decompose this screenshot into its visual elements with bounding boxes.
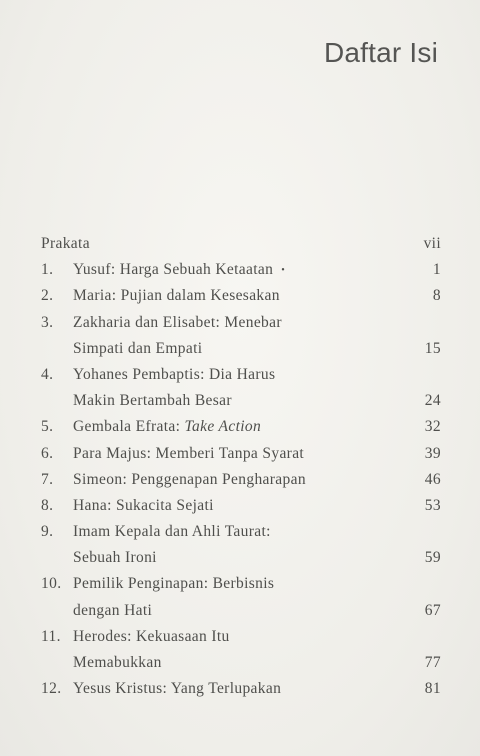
toc-entry-title: Zakharia dan Elisabet: Menebar — [73, 313, 282, 331]
toc-page-number: 39 — [424, 444, 441, 462]
toc-entry-title-text: Yusuf: Harga Sebuah Ketaatan — [73, 261, 274, 279]
toc-entry-1 — [41, 257, 441, 283]
toc-entry-title: Hana: Sukacita Sejati — [73, 496, 214, 514]
toc-entry-10-continued — [41, 598, 441, 624]
toc-entry-2 — [41, 283, 441, 309]
toc-entry-6 — [41, 441, 441, 467]
stray-dot-mark: • — [281, 265, 286, 277]
toc-entry-title-continued: Sebuah Ironi — [73, 549, 157, 567]
toc-page-number: 32 — [424, 418, 441, 436]
toc-entry-9 — [41, 519, 441, 545]
toc-entry-9-continued — [41, 545, 441, 571]
toc-entry-number: 6. — [41, 444, 54, 462]
toc-page-number: 24 — [424, 392, 441, 410]
toc-entry-title — [73, 257, 285, 284]
toc-entry-3-continued — [41, 336, 441, 362]
toc-entry-5 — [41, 414, 441, 440]
toc-entry-title: Yohanes Pembaptis: Dia Harus — [73, 365, 276, 383]
toc-entry-12 — [41, 676, 441, 702]
toc-entry-11 — [41, 624, 441, 650]
toc-entry-7 — [41, 467, 441, 493]
toc-entry-number: 4. — [41, 365, 54, 383]
toc-entry-number: 8. — [41, 496, 54, 514]
toc-page-number: 67 — [424, 601, 441, 619]
toc-entry-title-text: Gembala Efrata: — [73, 418, 185, 436]
toc-entry-number: 3. — [41, 313, 54, 331]
toc-page-number: 15 — [424, 339, 441, 357]
toc-entry-title-italic: Take Action — [184, 418, 262, 436]
toc-entry-title-continued: Simpati dan Empati — [73, 339, 203, 357]
toc-page-number: 59 — [424, 549, 441, 567]
toc-page-number: vii — [423, 235, 441, 252]
toc-entry-number: 7. — [41, 470, 54, 488]
toc-entry-4 — [41, 362, 441, 388]
toc-page-number: 46 — [424, 470, 441, 488]
toc-entry-title: Pemilik Penginapan: Berbisnis — [73, 575, 275, 593]
toc-entry-4-continued — [41, 388, 441, 414]
toc-entry-number: 2. — [41, 287, 54, 305]
toc-entry-title: Yesus Kristus: Yang Terlupakan — [73, 680, 282, 698]
toc-page-number: 77 — [424, 654, 441, 671]
toc-entry-number: 5. — [41, 418, 54, 436]
toc-entry-title-continued: Makin Bertambah Besar — [73, 392, 232, 410]
toc-entry-title: Simeon: Penggenapan Pengharapan — [73, 470, 306, 488]
toc-entry-number: 1. — [41, 261, 54, 279]
toc-entry-title — [73, 414, 261, 440]
toc-page-number: 81 — [424, 680, 441, 698]
toc-entry-prakata — [41, 231, 441, 257]
toc-entry-number: 9. — [41, 523, 54, 541]
toc-entry-title: Para Majus: Memberi Tanpa Syarat — [73, 444, 305, 462]
toc-entry-10 — [41, 571, 441, 597]
page-title: Daftar Isi — [323, 37, 438, 68]
toc-entry-number: 10. — [41, 575, 62, 593]
toc-entry-title: Imam Kepala dan Ahli Taurat: — [73, 523, 271, 541]
toc-entry-title: Maria: Pujian dalam Kesesakan — [73, 287, 280, 305]
toc-entry-title-continued: dengan Hati — [73, 601, 153, 619]
toc-entry-8 — [41, 493, 441, 519]
toc-page-number: 1 — [432, 261, 441, 279]
toc-entry-title: Prakata — [41, 235, 90, 252]
toc-entry-title-continued: Memabukkan — [73, 654, 162, 671]
toc-entry-11-continued — [41, 650, 441, 676]
toc-page-number: 8 — [432, 287, 441, 305]
table-of-contents — [41, 231, 441, 702]
toc-entry-number: 11. — [41, 627, 61, 645]
toc-entry-title: Herodes: Kekuasaan Itu — [73, 627, 230, 645]
toc-entry-3 — [41, 310, 441, 336]
toc-page-number: 53 — [424, 496, 441, 514]
toc-entry-number: 12. — [41, 680, 62, 698]
